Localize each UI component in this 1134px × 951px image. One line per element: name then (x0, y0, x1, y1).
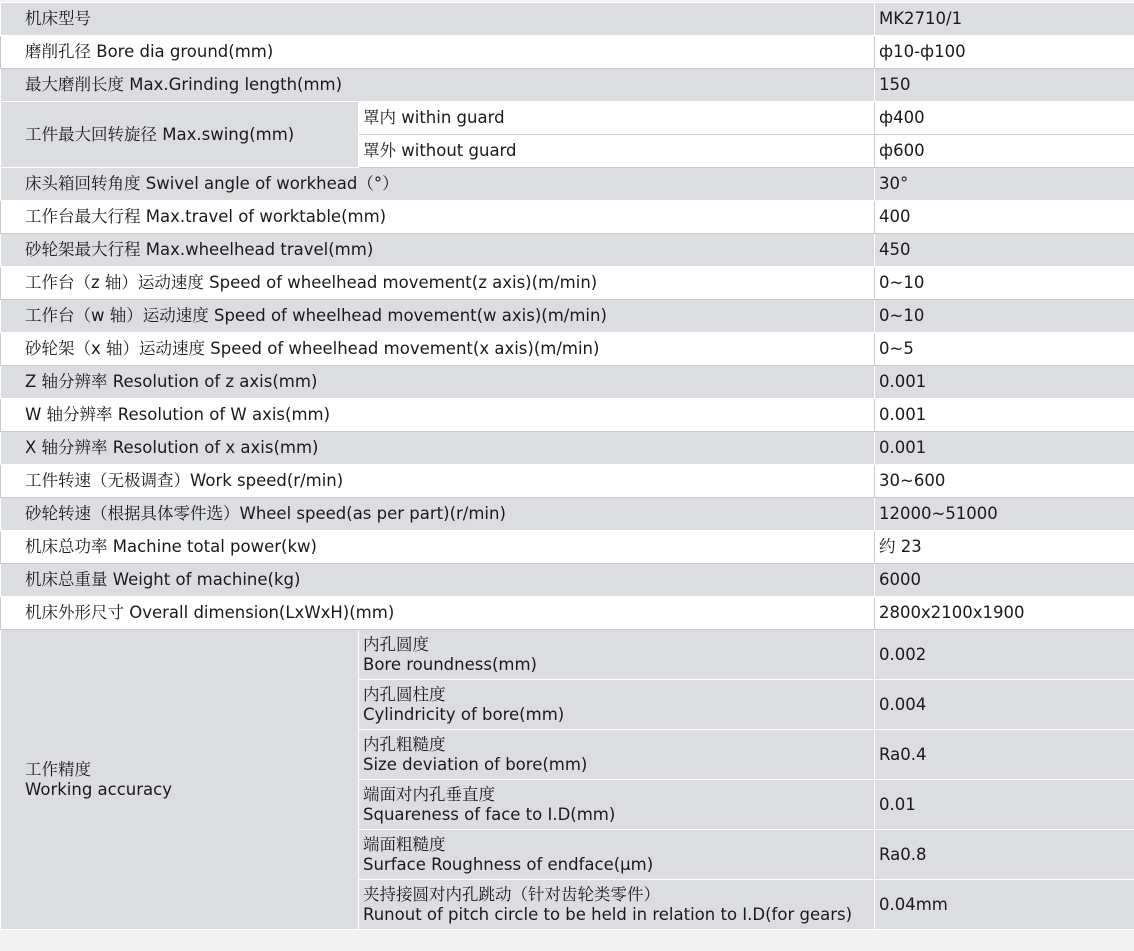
table-row (1, 498, 1134, 531)
row-label: 机床型号 (1, 3, 875, 36)
sub-label: 罩外 without guard (359, 135, 875, 168)
row-label: 磨削孔径 Bore dia ground(mm) (1, 36, 875, 69)
row-value: 30~600 (875, 465, 1134, 498)
table-row (1, 201, 1134, 234)
accuracy-item-value: 0.04mm (875, 880, 1134, 930)
row-label: 床头箱回转角度 Swivel angle of workhead（°） (1, 168, 875, 201)
accuracy-group-label (1, 630, 359, 930)
row-value: ф10-ф100 (875, 36, 1134, 69)
item-en: Squareness of face to I.D(mm) (363, 804, 616, 824)
table-row (1, 630, 1134, 680)
item-en: Cylindricity of bore(mm) (363, 704, 565, 724)
row-label: 工作台（z 轴）运动速度 Speed of wheelhead movement(z axis)(m/min) (1, 267, 875, 300)
row-value: 0.001 (875, 399, 1134, 432)
row-value: 12000~51000 (875, 498, 1134, 531)
table-row (1, 597, 1134, 630)
row-value: 150 (875, 69, 1134, 102)
row-value: 6000 (875, 564, 1134, 597)
row-value: MK2710/1 (875, 3, 1134, 36)
accuracy-item-label (359, 830, 875, 880)
table-row (1, 300, 1134, 333)
row-value: 约 23 (875, 531, 1134, 564)
item-cn: 内孔粗糙度 (363, 734, 446, 754)
table-row (1, 234, 1134, 267)
row-label: 机床外形尺寸 Overall dimension(LxWxH)(mm) (1, 597, 875, 630)
item-cn: 内孔圆度 (363, 634, 429, 654)
row-label: 最大磨削长度 Max.Grinding length(mm) (1, 69, 875, 102)
row-value: 0.001 (875, 366, 1134, 399)
table-row (1, 168, 1134, 201)
table-row (1, 102, 1134, 135)
table-row (1, 564, 1134, 597)
item-cn: 夹持接圆对内孔跳动（针对齿轮类零件） (363, 884, 660, 904)
accuracy-item-value: Ra0.8 (875, 830, 1134, 880)
row-value: 0~5 (875, 333, 1134, 366)
spec-table (0, 2, 1134, 930)
row-label: 工件最大回转旋径 Max.swing(mm) (1, 102, 359, 168)
accuracy-item-label (359, 730, 875, 780)
item-en: Surface Roughness of endface(μm) (363, 854, 654, 874)
table-row (1, 366, 1134, 399)
row-label: 机床总重量 Weight of machine(kg) (1, 564, 875, 597)
row-label: 机床总功率 Machine total power(kw) (1, 531, 875, 564)
row-value: ф600 (875, 135, 1134, 168)
accuracy-item-value: 0.004 (875, 680, 1134, 730)
table-row (1, 267, 1134, 300)
row-value: 2800x2100x1900 (875, 597, 1134, 630)
row-label: 工作台（w 轴）运动速度 Speed of wheelhead movement(w axis)(m/min) (1, 300, 875, 333)
row-label: 砂轮转速（根据具体零件选）Wheel speed(as per part)(r/min) (1, 498, 875, 531)
table-row (1, 36, 1134, 69)
table-row (1, 3, 1134, 36)
row-value: 400 (875, 201, 1134, 234)
accuracy-label-cn: 工作精度 (25, 759, 91, 779)
accuracy-item-label (359, 680, 875, 730)
item-en: Runout of pitch circle to be held in relation to I.D(for gears) (363, 904, 853, 924)
table-row (1, 531, 1134, 564)
row-value: 30° (875, 168, 1134, 201)
item-cn: 内孔圆柱度 (363, 684, 446, 704)
row-value: 0.001 (875, 432, 1134, 465)
row-label: 砂轮架（x 轴）运动速度 Speed of wheelhead movement(x axis)(m/min) (1, 333, 875, 366)
accuracy-item-label (359, 880, 875, 930)
row-value: 0~10 (875, 267, 1134, 300)
accuracy-item-label (359, 630, 875, 680)
table-row (1, 399, 1134, 432)
item-en: Bore roundness(mm) (363, 654, 537, 674)
row-label: 砂轮架最大行程 Max.wheelhead travel(mm) (1, 234, 875, 267)
row-value: 450 (875, 234, 1134, 267)
item-en: Size deviation of bore(mm) (363, 754, 588, 774)
row-label: W 轴分辨率 Resolution of W axis(mm) (1, 399, 875, 432)
accuracy-item-label (359, 780, 875, 830)
item-cn: 端面粗糙度 (363, 834, 446, 854)
row-label: 工件转速（无极调查）Work speed(r/min) (1, 465, 875, 498)
table-row (1, 69, 1134, 102)
sub-label: 罩内 within guard (359, 102, 875, 135)
accuracy-item-value: 0.002 (875, 630, 1134, 680)
row-label: 工作台最大行程 Max.travel of worktable(mm) (1, 201, 875, 234)
table-row (1, 333, 1134, 366)
table-row (1, 432, 1134, 465)
accuracy-item-value: 0.01 (875, 780, 1134, 830)
row-label: X 轴分辨率 Resolution of x axis(mm) (1, 432, 875, 465)
accuracy-label-en: Working accuracy (25, 779, 172, 799)
row-label: Z 轴分辨率 Resolution of z axis(mm) (1, 366, 875, 399)
accuracy-item-value: Ra0.4 (875, 730, 1134, 780)
item-cn: 端面对内孔垂直度 (363, 784, 495, 804)
row-value: 0~10 (875, 300, 1134, 333)
row-value: ф400 (875, 102, 1134, 135)
table-row (1, 465, 1134, 498)
